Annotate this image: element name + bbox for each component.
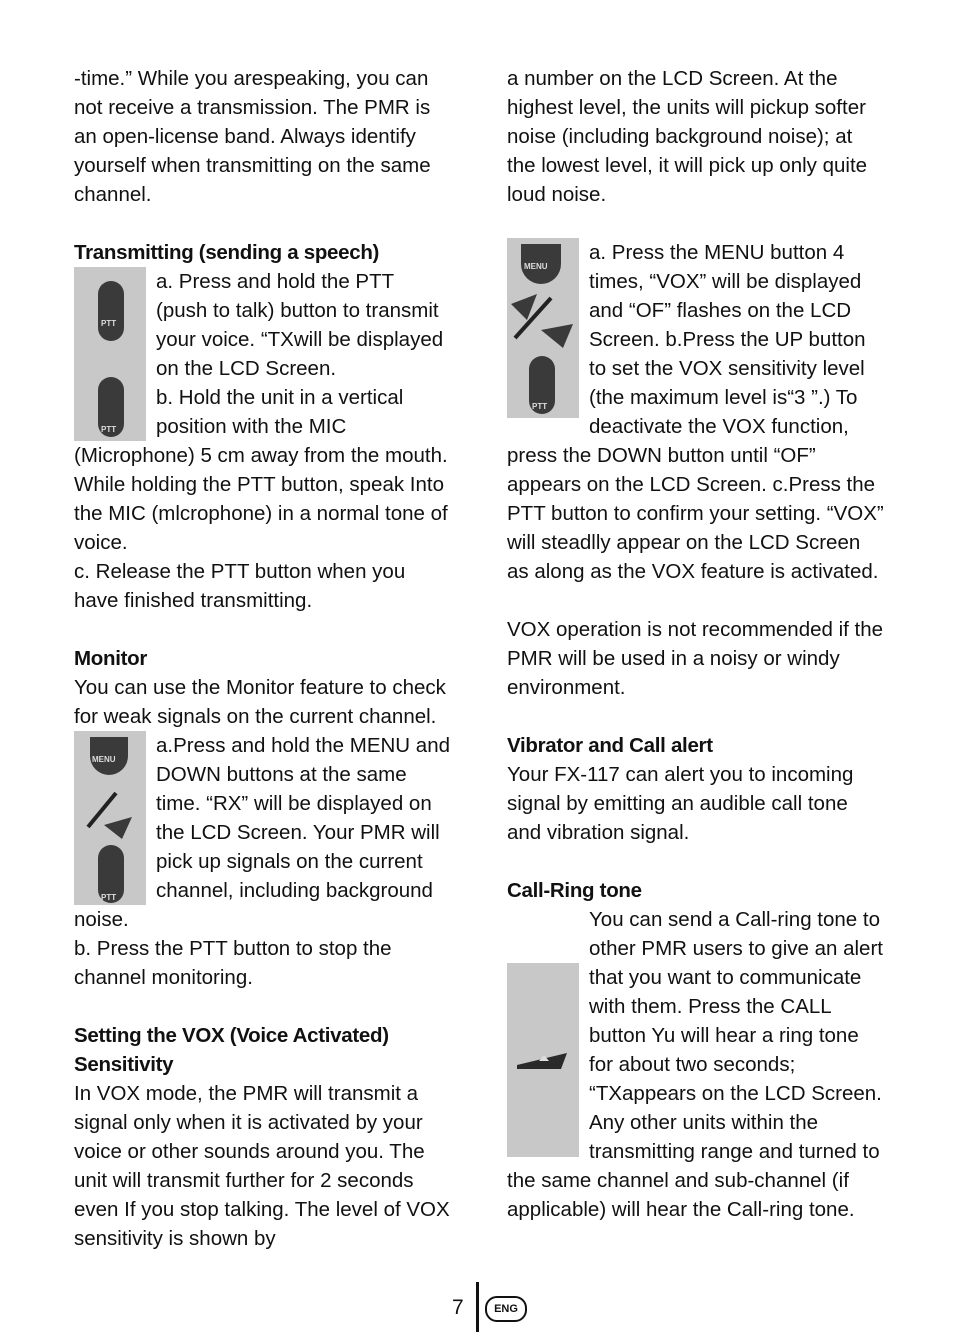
menu-up-down-ptt-figure	[507, 238, 579, 418]
menu-down-ptt-figure	[74, 731, 146, 905]
down-arrow-icon	[74, 787, 146, 847]
page-number: 7	[452, 1296, 464, 1319]
call-button-figure	[507, 963, 579, 1157]
vox-note: VOX operation is not recommended if the PMR will be used in a noisy or windy environment.	[507, 618, 884, 699]
vibrator-heading: Vibrator and Call alert	[507, 734, 713, 757]
footer-divider	[476, 1282, 479, 1332]
ptt-label-2: PTT	[101, 425, 117, 434]
transmitting-step-a: a. Press and hold the PTT (push to talk) button to transmit your voice. “TXwill be displayed on the LCD Screen.	[156, 270, 444, 380]
ptt-label: PTT	[532, 402, 548, 411]
vibrator-body: Your FX-117 can alert you to incoming signal by emitting an audible call tone and vibration signal.	[507, 763, 854, 844]
call-button-icon	[507, 1039, 579, 1079]
vox-heading-line2: Sensitivity	[74, 1053, 174, 1076]
vox-heading-line1: Setting the VOX (Voice Activated)	[74, 1024, 389, 1047]
up-down-arrows-icon	[507, 290, 579, 350]
menu-label: MENU	[92, 755, 116, 764]
vox-steps: a. Press the MENU button 4 times, “VOX” will be displayed and “OF” flashes on the LCD Screen. b.Press the UP button to set the VOX sensitivity level (the maximum level is“3 ”.) To deactivate the VOX function, press the DOWN button until “OF” appears on the LCD Screen. c.Press the PTT button to confirm your setting. “VOX” will steadlly appear on the LCD Screen as along as the VOX feature is activated.	[507, 241, 884, 583]
monitor-step-a: a.Press and hold the MENU and DOWN buttons at the same time. “RX” will be displayed on the LCD Screen. Your PMR will pick up signals on the current channel, including background noise.	[74, 734, 450, 931]
ptt-label-1: PTT	[101, 319, 117, 328]
callring-body: You can send a Call-ring tone to other PMR users to give an alert that you want to communicate with them. Press the CALL button Yu will hear a ring tone for about two seconds; “TXappears on the LCD Screen. Any other units within the transmitting range and turned to the same channel and sub-channel (if applicable) will hear the Call-ring tone.	[507, 908, 883, 1221]
monitor-step-b: b. Press the PTT button to stop the channel monitoring.	[74, 937, 392, 989]
ptt-button-figure	[74, 267, 146, 441]
left-column	[74, 64, 450, 1253]
ptt-label: PTT	[101, 893, 117, 902]
transmitting-heading: Transmitting (sending a speech)	[74, 241, 380, 264]
vox-continued: a number on the LCD Screen. At the highest level, the units will pickup softer noise (including background noise); at the lowest level, it will pick up only quite loud noise.	[507, 67, 868, 206]
transmitting-step-c: c. Release the PTT button when you have finished transmitting.	[74, 560, 406, 612]
menu-label: MENU	[524, 262, 548, 271]
page-footer	[0, 1282, 954, 1332]
intro-paragraph: -time.” While you arespeaking, you can not receive a transmission. The PMR is an open-license band. Always identify yourself when transmitting on the same channel.	[74, 67, 431, 206]
right-column	[507, 64, 885, 1224]
monitor-heading: Monitor	[74, 647, 148, 670]
language-badge: ENG	[485, 1296, 527, 1322]
transmitting-step-b: b. Hold the unit in a vertical position with the MIC (Microphone) 5 cm away from the mouth. While holding the PTT button, speak Into the MIC (mlcrophone) in a normal tone of voice.	[74, 386, 448, 554]
vox-body: In VOX mode, the PMR will transmit a signal only when it is activated by your voice or other sounds around you. The unit will transmit further for 2 seconds even If you stop talking. The level of VOX sensitivity is shown by	[74, 1082, 450, 1250]
callring-heading: Call-Ring tone	[507, 879, 642, 902]
monitor-intro: You can use the Monitor feature to check for weak signals on the current channel.	[74, 676, 446, 728]
